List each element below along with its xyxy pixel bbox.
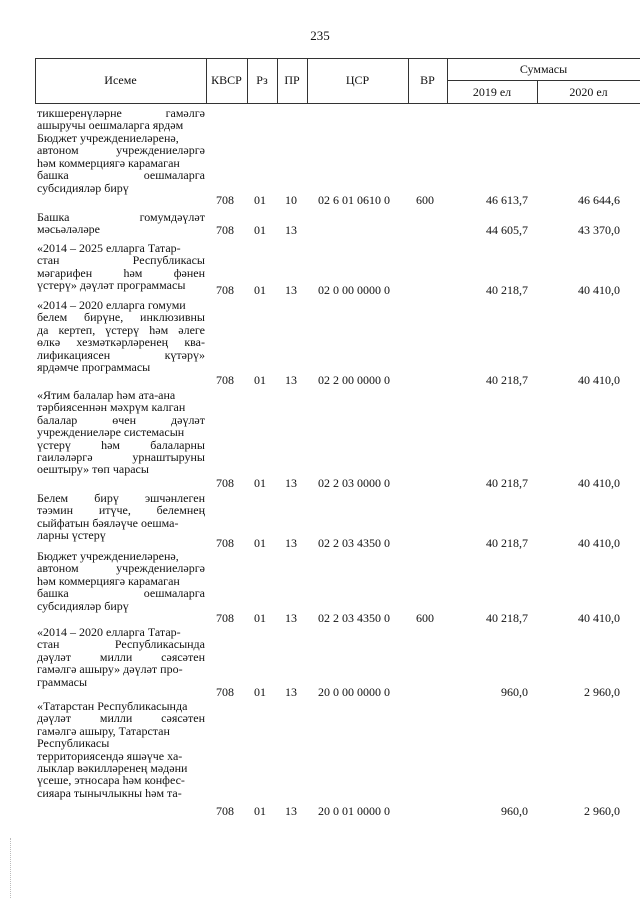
row-6-kvsr: 708 <box>216 536 234 550</box>
header-name: Исеме <box>104 73 137 87</box>
row-4-pr: 13 <box>285 373 297 387</box>
row-9-line: үсеше, этносара һәм конфес- <box>37 773 185 788</box>
row-1-rz: 01 <box>254 193 266 207</box>
row-7-pr: 13 <box>285 611 297 625</box>
row-1-line: Бюджет учреждениеләренә, <box>37 131 179 145</box>
row-8-csr: 20 0 00 0000 0 <box>318 685 390 699</box>
row-8-line: дәүләт милли сәясәтен <box>37 649 205 664</box>
row-9-line: лыклар вәкилләренең мәдәни <box>37 761 188 776</box>
row-0-line: ашыручы оешмаларга ярдәм <box>37 118 184 133</box>
row-6-line: Белем бирү эшчәнлеген <box>37 491 205 505</box>
row-9-sum-2019: 960,0 <box>501 804 528 818</box>
row-5-line: үстерү һәм балаларны <box>37 437 205 452</box>
row-9-line: территориясендә яшәүче ха- <box>37 748 183 763</box>
row-5-sum-2019: 40 218,7 <box>486 476 528 490</box>
header-csr: ЦСР <box>345 73 370 87</box>
row-3-rz: 01 <box>254 283 266 297</box>
row-8-rz: 01 <box>254 685 266 699</box>
row-7-vr: 600 <box>416 611 434 625</box>
row-5-sum-2020: 40 410,0 <box>578 476 620 490</box>
row-3-sum-2019: 40 218,7 <box>486 283 528 297</box>
row-4-line: ярдәмче программасы <box>37 360 151 375</box>
row-8-kvsr: 708 <box>216 685 234 699</box>
row-6-sum-2020: 40 410,0 <box>578 536 620 550</box>
row-6-line: тәэмин итүче, белемнең <box>37 503 205 518</box>
row-1-csr: 02 6 01 0610 0 <box>318 193 390 207</box>
header-sums: Суммасы <box>519 62 568 76</box>
page-number: 235 <box>310 28 330 43</box>
row-6-description <box>37 492 205 542</box>
row-2-rz: 01 <box>254 223 266 237</box>
row-1-kvsr: 708 <box>216 193 234 207</box>
row-0-description <box>37 107 205 132</box>
row-9-kvsr: 708 <box>216 804 234 818</box>
row-4-line: «2014 – 2020 елларга гомуми <box>37 298 186 312</box>
row-3-sum-2020: 40 410,0 <box>578 283 620 297</box>
row-1-line: һәм коммерциягә карамаган <box>37 155 180 170</box>
row-8-line: гамәлгә ашыру» дәүләт про- <box>37 662 183 677</box>
row-9-line: дәүләт милли сәясәтен <box>37 711 205 726</box>
row-4-line: лификациясен күтәрү» <box>37 347 205 362</box>
row-3-line: стан Республикасы <box>37 253 205 268</box>
row-6-sum-2019: 40 218,7 <box>486 536 528 550</box>
row-3-line: үстерү» дәүләт программасы <box>37 278 186 293</box>
header-kvsr: КВСР <box>211 73 242 87</box>
row-2-pr: 13 <box>285 223 297 237</box>
row-3-csr: 02 0 00 0000 0 <box>318 283 390 297</box>
row-9-rz: 01 <box>254 804 266 818</box>
row-5-pr: 13 <box>285 476 297 490</box>
row-1-description <box>37 132 205 194</box>
row-2-sum-2019: 44 605,7 <box>486 223 528 237</box>
row-9-line: «Татарстан Республикасында <box>37 699 188 713</box>
row-8-sum-2019: 960,0 <box>501 685 528 699</box>
header-vr: ВР <box>420 73 435 87</box>
row-5-line: «Ятим балалар һәм ата-ана <box>37 388 176 402</box>
row-4-csr: 02 2 00 0000 0 <box>318 373 390 387</box>
row-2-line: Башка гомумдәүләт <box>37 210 205 224</box>
row-9-description <box>37 700 205 799</box>
row-1-sum-2019: 46 613,7 <box>486 193 528 207</box>
row-7-line: автоном учреждениеләргә <box>37 561 205 576</box>
row-6-line: сыйфатын бәяләүче оешма- <box>37 515 179 530</box>
row-5-csr: 02 2 03 0000 0 <box>318 476 390 490</box>
header-sums-divider <box>447 80 640 81</box>
row-9-pr: 13 <box>285 804 297 818</box>
row-3-line: «2014 – 2025 елларга Татар- <box>37 241 181 255</box>
row-7-sum-2019: 40 218,7 <box>486 611 528 625</box>
row-2-sum-2020: 43 370,0 <box>578 223 620 237</box>
row-5-description <box>37 389 205 476</box>
row-5-rz: 01 <box>254 476 266 490</box>
row-6-pr: 13 <box>285 536 297 550</box>
row-8-pr: 13 <box>285 685 297 699</box>
row-6-rz: 01 <box>254 536 266 550</box>
row-3-pr: 13 <box>285 283 297 297</box>
header-top-border <box>35 58 640 59</box>
header-year-2019: 2019 ел <box>472 85 512 99</box>
row-5-line: оештыру» төп чарасы <box>37 462 149 477</box>
row-1-line: автоном учреждениеләргә <box>37 143 205 158</box>
row-4-sum-2019: 40 218,7 <box>486 373 528 387</box>
row-4-description <box>37 299 205 373</box>
row-1-vr: 600 <box>416 193 434 207</box>
row-0-line: тикшеренүләрне гамәлгә <box>37 106 205 120</box>
row-7-line: субсидияләр бирү <box>37 598 129 613</box>
row-7-kvsr: 708 <box>216 611 234 625</box>
row-5-line: тәрбиясеннән мәхрүм калган <box>37 400 186 415</box>
row-5-line: учреждениеләре системасын <box>37 425 185 440</box>
row-4-line: да кертеп, үстерү һәм әлеге <box>37 322 205 337</box>
scan-edge-marks <box>10 838 15 898</box>
row-5-line: балалар өчен дәүләт <box>37 412 205 427</box>
row-9-sum-2020: 2 960,0 <box>584 804 620 818</box>
row-6-csr: 02 2 03 4350 0 <box>318 536 390 550</box>
row-7-sum-2020: 40 410,0 <box>578 611 620 625</box>
row-2-line: мәсьәләләре <box>37 222 100 237</box>
row-8-description <box>37 626 205 688</box>
row-3-kvsr: 708 <box>216 283 234 297</box>
row-8-line: граммасы <box>37 674 88 689</box>
row-3-description <box>37 242 205 292</box>
row-4-kvsr: 708 <box>216 373 234 387</box>
header-year-2020: 2020 ел <box>569 85 608 99</box>
row-5-line: гаиләләргә урнаштыруны <box>37 450 205 465</box>
row-1-line: субсидияләр бирү <box>37 180 129 195</box>
row-7-line: һәм коммерциягә карамаган <box>37 573 180 588</box>
row-4-line: белем бирүне, инклюзивны <box>37 310 205 325</box>
header-rz: Рз <box>256 73 268 87</box>
row-5-kvsr: 708 <box>216 476 234 490</box>
row-7-rz: 01 <box>254 611 266 625</box>
header-pr: ПР <box>284 73 300 87</box>
row-4-sum-2020: 40 410,0 <box>578 373 620 387</box>
row-4-rz: 01 <box>254 373 266 387</box>
row-9-csr: 20 0 01 0000 0 <box>318 804 390 818</box>
row-1-sum-2020: 46 644,6 <box>578 193 620 207</box>
row-3-line: мәгарифен һәм фәнен <box>37 265 205 280</box>
row-9-line: Республикасы <box>37 736 110 751</box>
row-9-line: сияара тынычлыкны һәм та- <box>37 785 182 800</box>
row-2-description <box>37 211 205 236</box>
row-7-line: Бюджет учреждениеләренә, <box>37 549 179 563</box>
row-8-line: стан Республикасында <box>37 637 205 652</box>
row-8-line: «2014 – 2020 елларга Татар- <box>37 625 181 639</box>
row-1-line: башка оешмаларга <box>37 168 205 183</box>
header-bottom-border <box>35 103 640 104</box>
row-8-sum-2020: 2 960,0 <box>584 685 620 699</box>
row-1-pr: 10 <box>285 193 297 207</box>
row-9-line: гамәлгә ашыру, Татарстан <box>37 723 170 738</box>
row-7-line: башка оешмаларга <box>37 586 205 601</box>
row-6-line: ларны үстерү <box>37 528 106 543</box>
table-header <box>35 58 640 104</box>
row-7-description <box>37 550 205 612</box>
row-4-line: өлкә хезмәткәрләренең ква- <box>37 335 205 350</box>
row-7-csr: 02 2 03 4350 0 <box>318 611 390 625</box>
row-2-kvsr: 708 <box>216 223 234 237</box>
